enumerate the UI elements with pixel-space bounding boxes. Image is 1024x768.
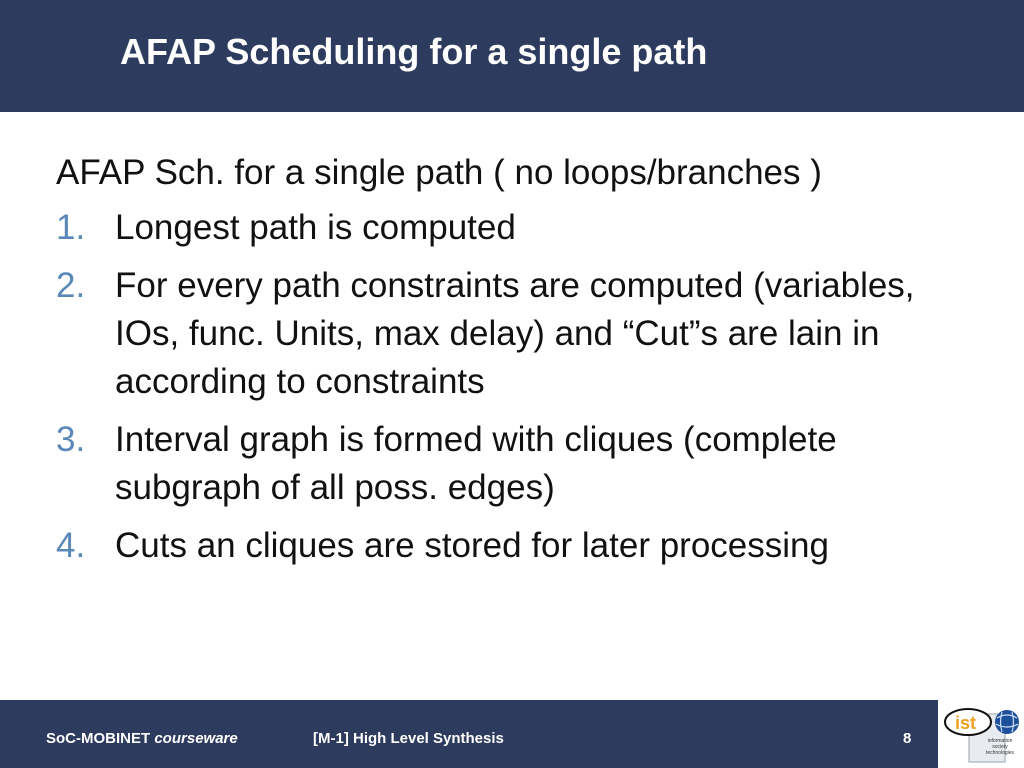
list-item-text: For every path constraints are computed (variables, IOs, func. Units, max delay) and “Cut”s are lain in according to constraints bbox=[115, 266, 915, 401]
list-item-text: Longest path is computed bbox=[115, 208, 516, 247]
footer-bar bbox=[0, 700, 938, 768]
list-item bbox=[56, 522, 966, 570]
svg-text:technologies: technologies bbox=[985, 750, 1015, 756]
slide-body bbox=[56, 150, 966, 580]
title-bar bbox=[0, 0, 1024, 112]
footer-brand-suffix: courseware bbox=[154, 730, 238, 747]
list-item bbox=[56, 262, 966, 406]
list-item-text: Interval graph is formed with cliques (complete subgraph of all poss. edges) bbox=[115, 420, 837, 507]
slide-title: AFAP Scheduling for a single path bbox=[120, 31, 708, 72]
footer-brand bbox=[46, 730, 238, 747]
ist-logo-icon bbox=[942, 700, 1022, 764]
svg-text:information: information bbox=[987, 738, 1013, 744]
list-item bbox=[56, 416, 966, 512]
footer-brand-name: SoC-MOBINET bbox=[46, 730, 151, 747]
footer-course: [M-1] High Level Synthesis bbox=[313, 730, 504, 747]
page-number: 8 bbox=[903, 730, 912, 747]
list-number: 2. bbox=[56, 266, 86, 305]
numbered-list bbox=[56, 204, 966, 570]
ist-logo bbox=[938, 700, 1024, 768]
intro-text: AFAP Sch. for a single path ( no loops/branches ) bbox=[56, 153, 822, 192]
list-number: 1. bbox=[56, 208, 86, 247]
list-number: 3. bbox=[56, 420, 86, 459]
list-item-text: Cuts an cliques are stored for later processing bbox=[115, 526, 829, 565]
list-number: 4. bbox=[56, 526, 86, 565]
logo-text: ist bbox=[955, 713, 977, 733]
list-item bbox=[56, 204, 966, 252]
svg-text:society: society bbox=[992, 744, 1008, 750]
